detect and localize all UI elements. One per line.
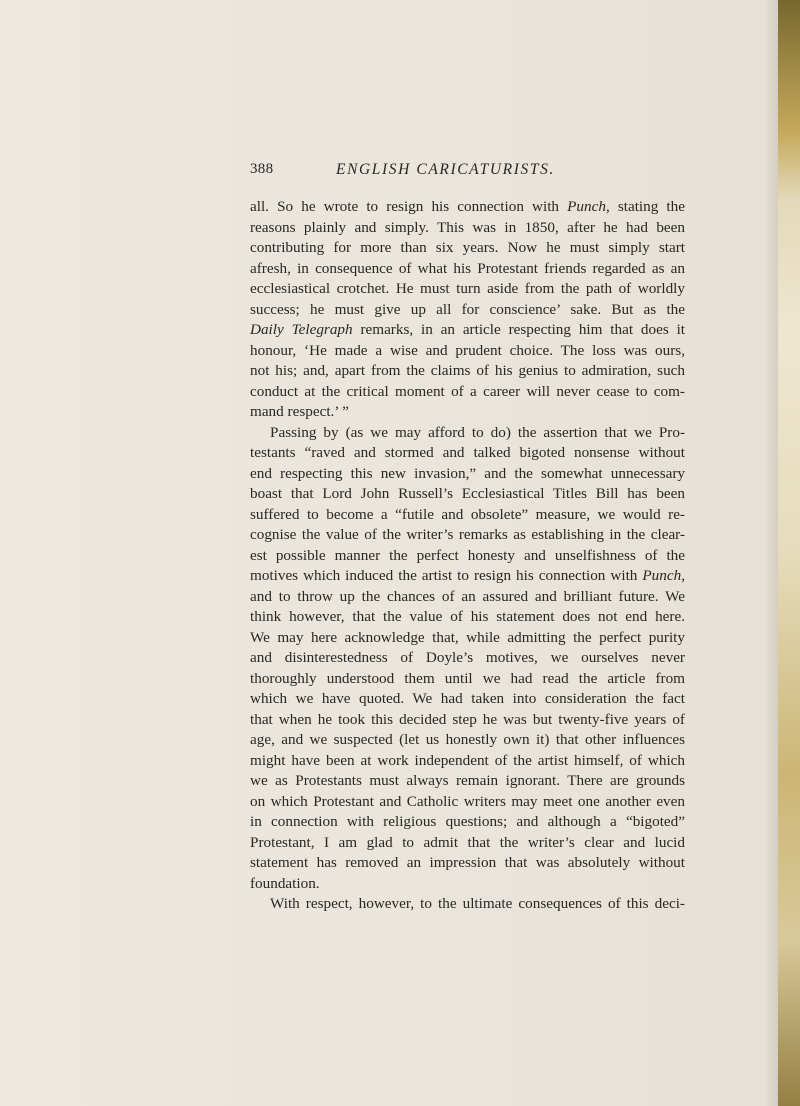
text-line-28: might have been at work independent of the artist himself, of which xyxy=(250,751,685,769)
text-line-7: Daily Telegraph remarks, in an article respecting him that does it xyxy=(250,321,686,338)
text-line-29: we as Protestants must always remain ignorant. There are grounds xyxy=(250,772,685,789)
text-line-10: conduct at the critical moment of a career will never cease to com- xyxy=(250,382,685,400)
text-line-33: statement has removed an impression that was absolutely without xyxy=(250,854,685,871)
text-line-16: suffered to become a “futile and obsolete” measure, we would re- xyxy=(250,505,685,523)
text-line-1: all. So he wrote to resign his connection with Punch, stating the xyxy=(250,198,685,215)
text-line-3: contributing for more than six years. Now he must simply start xyxy=(250,239,685,256)
text-line-2: reasons plainly and simply. This was in 1850, after he had been xyxy=(250,218,685,236)
text-line-11: mand respect.’ ” xyxy=(250,403,349,420)
text-line-32: Protestant, I am glad to admit that the writer’s clear and lucid xyxy=(250,833,685,851)
text-line-23: and disinterestedness of Doyle’s motives, we ourselves never xyxy=(250,649,685,666)
text-line-13: testants “raved and stormed and talked bigoted nonsense without xyxy=(250,444,685,461)
text-line-20: and to throw up the chances of an assured and brilliant future. We xyxy=(250,587,685,605)
text-line-35: With respect, however, to the ultimate consequences of this deci- xyxy=(270,895,685,912)
text-line-8: honour, ‘He made a wise and prudent choice. The loss was ours, xyxy=(250,341,685,359)
text-line-25: which we have quoted. We had taken into consideration the fact xyxy=(250,690,685,707)
text-line-30: on which Protestant and Catholic writers may meet one another even xyxy=(250,792,685,810)
text-line-15: boast that Lord John Russell’s Ecclesiastical Titles Bill has been xyxy=(250,485,685,502)
text-line-5: ecclesiastical crotchet. He must turn aside from the path of worldly xyxy=(250,280,685,297)
text-line-12: Passing by (as we may afford to do) the assertion that we Pro- xyxy=(270,423,685,441)
running-head: ENGLISH CARICATURISTS. xyxy=(336,161,555,178)
page-edge-stain xyxy=(778,0,800,1106)
text-line-24: thoroughly understood them until we had read the article from xyxy=(250,669,685,687)
text-line-22: We may here acknowledge that, while admitting the perfect purity xyxy=(250,628,685,646)
text-line-17: cognise the value of the writer’s remarks as establishing in the clear- xyxy=(250,526,685,543)
body-text xyxy=(250,197,685,915)
text-line-21: think however, that the value of his statement does not end here. xyxy=(250,608,685,625)
punch-title: Punch xyxy=(567,198,606,215)
text-line-34: foundation. xyxy=(250,874,320,892)
page-header xyxy=(250,161,690,183)
text-line-19: motives which induced the artist to resign his connection with Punch, xyxy=(250,567,685,584)
text-line-18: est possible manner the perfect honesty and unselfishness of the xyxy=(250,546,685,564)
text-line-27: age, and we suspected (let us honestly own it) that other influences xyxy=(250,731,685,748)
text-line-4: afresh, in consequence of what his Protestant friends regarded as an xyxy=(250,259,685,277)
text-line-26: that when he took this decided step he was but twenty-five years of xyxy=(250,710,685,728)
page-edge-shadow xyxy=(764,0,778,1106)
text-line-6: success; he must give up all for conscience’ sake. But as the xyxy=(250,300,685,318)
text-line-31: in connection with religious questions; and although a “bigoted” xyxy=(250,813,685,830)
text-line-9: not his; and, apart from the claims of his genius to admiration, such xyxy=(250,362,685,379)
daily-telegraph-title: Daily Telegraph xyxy=(250,321,353,338)
punch-title-2: Punch xyxy=(642,567,682,584)
text-line-14: end respecting this new invasion,” and the somewhat unnecessary xyxy=(250,464,685,482)
page-number: 388 xyxy=(250,161,274,177)
